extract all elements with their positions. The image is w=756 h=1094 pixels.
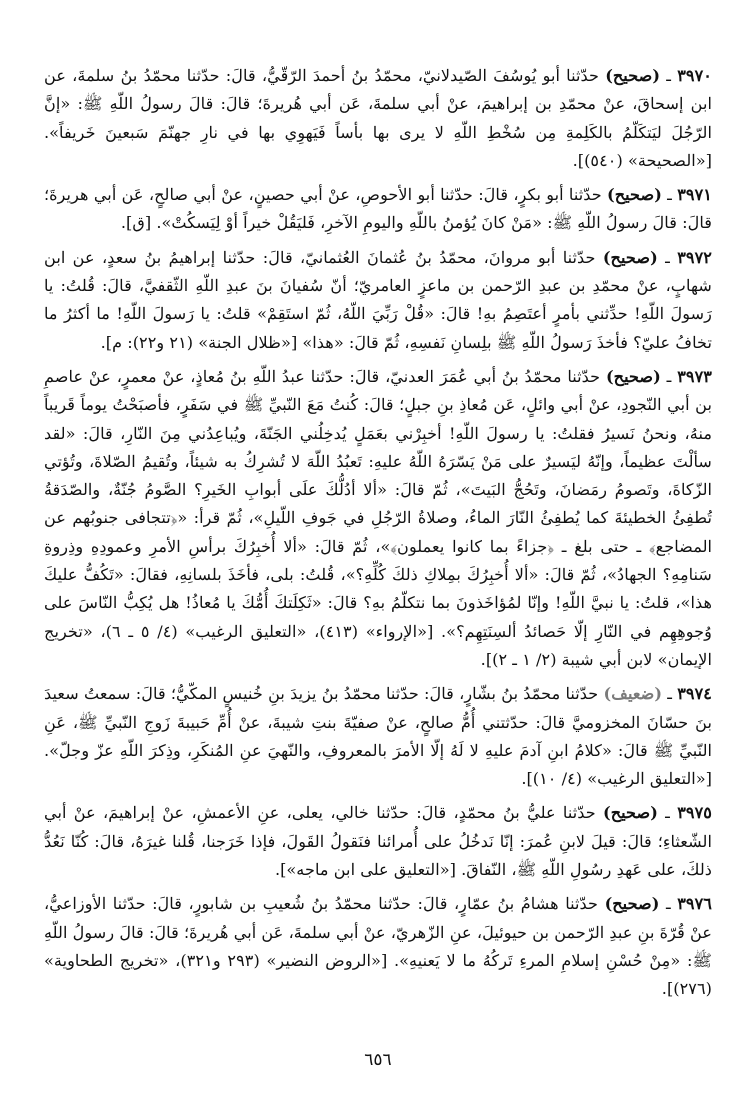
hadith-text: حدّثنا محمّدُ بنُ بشّارٍ، قالَ: حدّثنا محمّدُ بنُ يزيدَ بنِ خُنيسٍ المكّيُّ؛ قالَ: سمعتُ سعيدَ بنَ حسّانَ المخزوميَّ قالَ: حدّثتني أُمُّ صالحٍ، عنْ صفيّةَ بنتِ شيبةَ، عنْ أُمِّ حَبيبةَ زَوجِ النّبيِّ ﷺ، عَنِ النّبيِّ ﷺ قالَ: «كلامُ ابنِ آدمَ عليهِ لا لَهُ إلّا الأمرَ بالمعروفِ، والنّهيَ عنِ المُنكَرِ، وذِكرَ اللّهِ عزّ وجلّ». [«التعليق الرغيب» (٤/ ١٠)]. <box>44 684 712 789</box>
hadith-3972: ٣٩٧٢ ـ (صحيح) حدّثنا أبو مروانَ، محمّدُ بنُ عُثمانَ العُثمانيّ، قالَ: حدّثنا إبراهيمُ بنُ سعدٍ، عن ابن شهابٍ، عنْ محمّدِ بن عبدِ الرّحمن بن ماعزٍ العامريّ؛ أنّ سُفيانَ بنَ عبدِ اللّهِ الثّقفيَّ، قالَ: قُلتُ: يا رَسولَ اللّهِ! حدِّثني بأمرٍ أعتَصِمُ بهِ! قالَ: «قُلْ رَبِّيَ اللّهُ، ثُمّ استَقِمْ» قلتُ: يا رَسولَ اللّهِ! ما أكثرُ ما تخافُ عليّ؟ فأخذَ رَسولُ اللّهِ ﷺ بلِسانِ نَفسِهِ، ثُمّ قالَ: «هذا» [«ظلال الجنة» (٢١ و٢٢): م]. <box>44 247 712 352</box>
page-number: ٦٥٦ <box>364 1050 392 1070</box>
hadith-3973: ٣٩٧٣ ـ (صحيح) حدّثنا محمّدُ بنُ أبي عُمَرَ العدنيّ، قالَ: حدّثنا عبدُ اللّهِ بنُ مُعاذٍ، عنْ معمرٍ، عنْ عاصمِ بن أبي النّجودِ، عنْ أبي وائلٍ، عَن مُعاذِ بنِ جبلٍ؛ قالَ: كُنتُ مَعَ النّبيِّ ﷺ في سَفَرٍ، فأصبَحْتُ يوماً قَريباً منهُ، ونحنُ نَسيرُ فقلتُ: يا رسولَ اللّهِ! أخبِرْني بعَمَلٍ يُدخِلُني الجَنّةَ، ويُباعِدُني مِنَ النّارِ، قالَ: «لقد سألْتَ عظيماً، وإنّهُ ليَسيرٌ على مَنْ يَسّرَهُ اللّهُ عليهِ: تَعبُدُ اللّهَ لا تُشرِكُ به شيئاً، وتُقيمُ الصّلاةَ، وتُؤتي الزّكاةَ، وتَصومُ رمَضانَ، وتَحُجُّ البَيتَ»، ثُمّ قالَ: «ألا أدُلُّكَ علَى أبوابِ الخَيرِ؟ الصَّومُ جُنّةٌ، والصّدَقةُ تُطفِئُ الخطيئةَ كما يُطفِئُ النّارَ الماءُ، وصلاةُ الرّجُلِ في جَوفِ اللّيلِ»، ثُمّ قرأ: «﴿تتجافى جنوبُهم عن المضاجع﴾ ـ حتى بلغ ـ ﴿جزاءً بما كانوا يعملون﴾»، ثُمّ قالَ: «ألا أُخبِرُكَ برأسِ الأمرِ وعمودِهِ وذِروةِ سَنامِهِ؟ الجهادُ»، ثُمّ قالَ: «ألا أُخبِرُكَ بمِلاكِ ذلكَ كُلِّهِ؟»، قُلتُ: بلى، فأخَذَ بلسانِهِ، فقالَ: «تَكُفُّ عليكَ هذا»، قلتُ: يا نبيَّ اللّهِ! وإنّا لمُؤاخَذونَ بما نتكلّمُ بهِ؟ قالَ: «ثَكِلَتكَ أُمُّكَ يا مُعاذُ! هل يُكِبُّ النّاسَ على وُجوهِهِم في النّارِ إلّا حَصائدُ ألسِنَتِهِم؟». [«الإرواء» (٤١٣)، «التعليق الرغيب» (٤/ ٥ ـ ٦)، «تخريج الإيمان» لابن أبي شيبة (٢/ ١ ـ ٢)]. <box>44 366 712 669</box>
hadith-text: حدّثنا أبو يُوسُفَ الصّيدلانيّ، محمّدُ بنُ أحمدَ الرّقّيُّ، قالَ: حدّثنا محمّدُ بنُ سلمةَ، عن ابن إسحاقَ، عنْ محمّدِ بن إبراهيمَ، عنْ أبي سلمةَ، عَن أبي هُريرةَ؛ قالَ: قالَ رسولُ اللّهِ ﷺ: «إنَّ الرّجُلَ ليَتكَلّمُ بالكَلِمةِ مِن سُخْطِ اللّهِ لا يرى بها بأساً فَيَهوِي بها في نارِ جهنّمَ سَبعينَ خَريفاً». [«الصحيحة» (٥٤٠)]. <box>44 66 712 170</box>
hadith-grade: (صحيح) <box>605 366 661 386</box>
hadith-3974: ٣٩٧٤ ـ (ضعيف) حدّثنا محمّدُ بنُ بشّارٍ، قالَ: حدّثنا محمّدُ بنُ يزيدَ بنِ خُنيسٍ المكّيُّ؛ قالَ: سمعتُ سعيدَ بنَ حسّانَ المخزوميَّ قالَ: حدّثتني أُمُّ صالحٍ، عنْ صفيّةَ بنتِ شيبةَ، عنْ أُمِّ حَبيبةَ زَوجِ النّبيِّ ﷺ، عَنِ النّبيِّ ﷺ قالَ: «كلامُ ابنِ آدمَ عليهِ لا لَهُ إلّا الأمرَ بالمعروفِ، والنّهيَ عنِ المُنكَرِ، وذِكرَ اللّهِ عزّ وجلّ». [«التعليق الرغيب» (٤/ ١٠)]. <box>44 684 712 789</box>
hadith-number: ٣٩٧٢ <box>677 247 712 267</box>
hadith-number: ٣٩٧٠ <box>677 66 712 85</box>
hadith-grade: (صحيح) <box>603 803 658 823</box>
hadith-number: ٣٩٧١ <box>677 185 712 205</box>
hadith-text: حدّثنا عليُّ بنُ محمّدٍ، قالَ: حدّثنا خالي، يعلى، عنِ الأعمشِ، عنْ إبراهيمَ، عنْ أبي الشّعثاءِ؛ قالَ: قيلَ لابنِ عُمرَ: إنّا نَدخُلُ على أُمرائنا فنَقولُ القَولَ، فإذا خَرَجنا، قُلنا غيرَهُ، قالَ: كُنّا نَعُدُّ ذلكَ، على عَهدِ رسُولِ اللّهِ ﷺ، النّفاقَ. [«التعليق على ابن ماجه»]. <box>44 803 712 880</box>
hadith-grade: (صحيح) <box>604 894 660 914</box>
hadith-grade: (صحيح) <box>605 66 661 85</box>
hadith-number: ٣٩٧٥ <box>677 803 712 823</box>
hadith-number: ٣٩٧٤ <box>677 684 712 704</box>
hadith-number: ٣٩٧٣ <box>677 366 712 386</box>
hadith-text: حدّثنا هشامُ بنُ عمّارٍ، قالَ: حدّثنا محمّدُ بنُ شُعيبِ بن شابورٍ، قالَ: حدّثنا الأوزاعيُّ، عنْ قُرّةَ بنِ عبدِ الرّحمن بن حيوئيلَ، عنِ الزّهريّ، عنْ أبي سلمةَ، عَن أبي هُريرةَ؛ قالَ: قالَ رسولُ اللّهِ ﷺ: «مِنْ حُسْنِ إسلامِ المرءِ تَركُهُ ما لا يَعنيهِ». [«الروض النضير» (٢٩٣ و٣٢١)، «تخريج الطحاوية» (٢٧٦)]. <box>44 894 712 999</box>
hadith-grade: (ضعيف) <box>603 684 663 704</box>
hadith-3970: ٣٩٧٠ ـ (صحيح) حدّثنا أبو يُوسُفَ الصّيدلانيّ، محمّدُ بنُ أحمدَ الرّقّيُّ، قالَ: حدّثنا محمّدُ بنُ سلمةَ، عن ابن إسحاقَ، عنْ محمّدِ بن إبراهيمَ، عنْ أبي سلمةَ، عَن أبي هُريرةَ؛ قالَ: قالَ رسولُ اللّهِ ﷺ: «إنَّ الرّجُلَ ليَتكَلّمُ بالكَلِمةِ مِن سُخْطِ اللّهِ لا يرى بها بأساً فَيَهوِي بها في نارِ جهنّمَ سَبعينَ خَريفاً». [«الصحيحة» (٥٤٠)]. <box>44 66 712 170</box>
hadith-text: حدّثنا أبو بكرٍ، قالَ: حدّثنا أبو الأحوصِ، عنْ أبي حصينٍ، عنْ أبي صالحٍ، عَن أبي هريرةَ؛ قالَ: قالَ رسولُ اللّهِ ﷺ: «مَنْ كانَ يُؤمنُ باللّهِ واليومِ الآخرِ، فَليَقُلْ خيراً أوْ لِيَسكُتْ». [ق]. <box>44 185 712 233</box>
hadith-3975: ٣٩٧٥ ـ (صحيح) حدّثنا عليُّ بنُ محمّدٍ، قالَ: حدّثنا خالي، يعلى، عنِ الأعمشِ، عنْ إبراهيمَ، عنْ أبي الشّعثاءِ؛ قالَ: قيلَ لابنِ عُمرَ: إنّا نَدخُلُ على أُمرائنا فنَقولُ القَولَ، فإذا خَرَجنا، قُلنا غيرَهُ، قالَ: كُنّا نَعُدُّ ذلكَ، على عَهدِ رسُولِ اللّهِ ﷺ، النّفاقَ. [«التعليق على ابن ماجه»]. <box>44 803 712 880</box>
hadith-number: ٣٩٧٦ <box>677 894 712 914</box>
hadith-text: حدّثنا محمّدُ بنُ أبي عُمَرَ العدنيّ، قالَ: حدّثنا عبدُ اللّهِ بنُ مُعاذٍ، عنْ معمرٍ، عنْ عاصمِ بن أبي النّجودِ، عنْ أبي وائلٍ، عَن مُعاذِ بنِ جبلٍ؛ قالَ: كُنتُ مَعَ النّبيِّ ﷺ في سَفَرٍ، فأصبَحْتُ يوماً قَريباً منهُ، ونحنُ نَسيرُ فقلتُ: يا رسولَ اللّهِ! أخبِرْني بعَمَلٍ يُدخِلُني الجَنّةَ، ويُباعِدُني مِنَ النّارِ، قالَ: «لقد سألْتَ عظيماً، وإنّهُ ليَسيرٌ على مَنْ يَسّرَهُ اللّهُ عليهِ: تَعبُدُ اللّهَ لا تُشرِكُ به شيئاً، وتُقيمُ الصّلاةَ، وتُؤتي الزّكاةَ، وتَصومُ رمَضانَ، وتَحُجُّ البَيتَ»، ثُمّ قالَ: «ألا أدُلُّكَ علَى أبوابِ الخَيرِ؟ الصَّومُ جُنّةٌ، والصّدَقةُ تُطفِئُ الخطيئةَ كما يُطفِئُ النّارَ الماءُ، وصلاةُ الرّجُلِ في جَوفِ اللّيلِ»، ثُمّ قرأ: «﴿تتجافى جنوبُهم عن المضاجع﴾ ـ حتى بلغ ـ ﴿جزاءً بما كانوا يعملون﴾»، ثُمّ قالَ: «ألا أُخبِرُكَ برأسِ الأمرِ وعمودِهِ وذِروةِ سَنامِهِ؟ الجهادُ»، ثُمّ قالَ: «ألا أُخبِرُكَ بمِلاكِ ذلكَ كُلِّهِ؟»، قُلتُ: بلى، فأخَذَ بلسانِهِ، فقالَ: «تَكُفُّ عليكَ هذا»، قلتُ: يا نبيَّ اللّهِ! وإنّا لمُؤاخَذونَ بما نتكلّمُ بهِ؟ قالَ: «ثَكِلَتكَ أُمُّكَ يا مُعاذُ! هل يُكِبُّ النّاسَ على وُجوهِهِم في النّارِ إلّا حَصائدُ ألسِنَتِهِم؟». [«الإرواء» (٤١٣)، «التعليق الرغيب» (٤/ ٥ ـ ٦)، «تخريج الإيمان» لابن أبي شيبة (٢/ ١ ـ ٢)]. <box>44 366 712 669</box>
hadith-3971: ٣٩٧١ ـ (صحيح) حدّثنا أبو بكرٍ، قالَ: حدّثنا أبو الأحوصِ، عنْ أبي حصينٍ، عنْ أبي صالحٍ، عَن أبي هريرةَ؛ قالَ: قالَ رسولُ اللّهِ ﷺ: «مَنْ كانَ يُؤمنُ باللّهِ واليومِ الآخرِ، فَليَقُلْ خيراً أوْ لِيَسكُتْ». [ق]. <box>44 185 712 233</box>
hadith-grade: (صحيح) <box>607 185 662 205</box>
hadith-grade: (صحيح) <box>602 247 658 267</box>
hadith-text: حدّثنا أبو مروانَ، محمّدُ بنُ عُثمانَ العُثمانيّ، قالَ: حدّثنا إبراهيمُ بنُ سعدٍ، عن ابن شهابٍ، عنْ محمّدِ بن عبدِ الرّحمن بن ماعزٍ العامريّ؛ أنّ سُفيانَ بنَ عبدِ اللّهِ الثّقفيَّ، قالَ: قُلتُ: يا رَسولَ اللّهِ! حدِّثني بأمرٍ أعتَصِمُ بهِ! قالَ: «قُلْ رَبِّيَ اللّهُ، ثُمّ استَقِمْ» قلتُ: يا رَسولَ اللّهِ! ما أكثرُ ما تخافُ عليّ؟ فأخذَ رَسولُ اللّهِ ﷺ بلِسانِ نَفسِهِ، ثُمّ قالَ: «هذا» [«ظلال الجنة» (٢١ و٢٢): م]. <box>44 247 712 352</box>
hadith-3976: ٣٩٧٦ ـ (صحيح) حدّثنا هشامُ بنُ عمّارٍ، قالَ: حدّثنا محمّدُ بنُ شُعيبِ بن شابورٍ، قالَ: حدّثنا الأوزاعيُّ، عنْ قُرّةَ بنِ عبدِ الرّحمن بن حيوئيلَ، عنِ الزّهريّ، عنْ أبي سلمةَ، عَن أبي هُريرةَ؛ قالَ: قالَ رسولُ اللّهِ ﷺ: «مِنْ حُسْنِ إسلامِ المرءِ تَركُهُ ما لا يَعنيهِ». [«الروض النضير» (٢٩٣ و٣٢١)، «تخريج الطحاوية» (٢٧٦)]. <box>44 894 712 999</box>
